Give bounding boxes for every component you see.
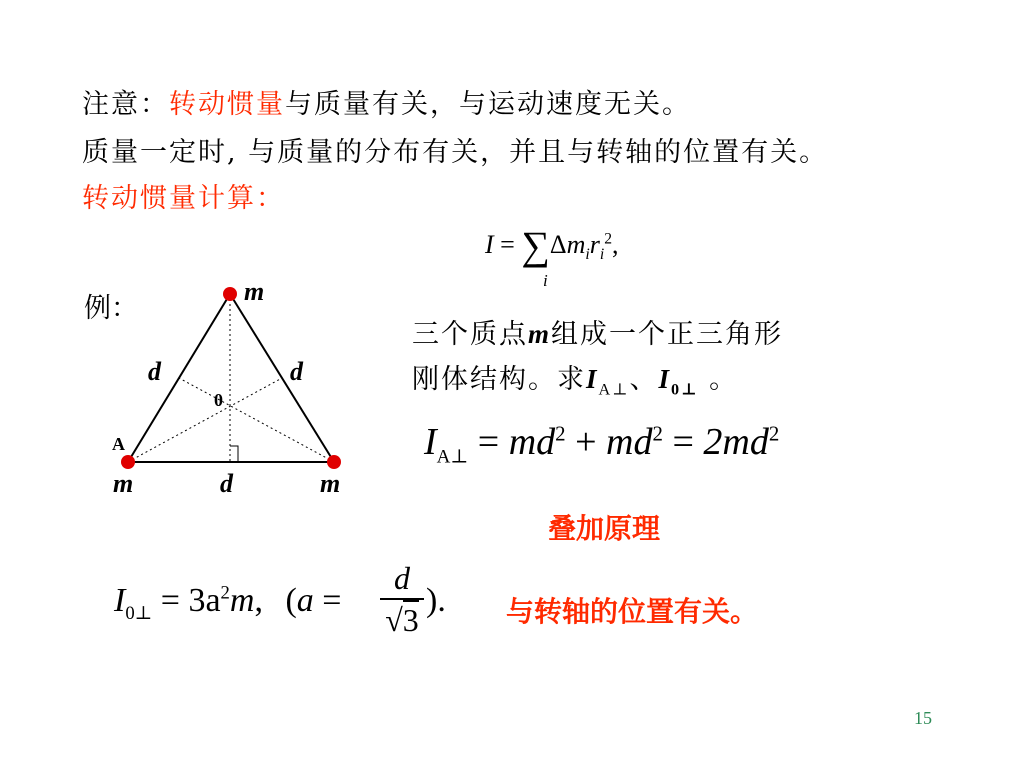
desc-inertia-symbol-0: I bbox=[658, 364, 671, 394]
label-mass-right: m bbox=[320, 469, 341, 498]
example-desc-line-2 bbox=[412, 357, 738, 399]
formula-sum-m: m bbox=[566, 230, 586, 259]
note-line-3-heading: 转动惯量计算： bbox=[82, 183, 285, 214]
formula-a-term1: md bbox=[508, 421, 556, 463]
right-angle-mark bbox=[230, 446, 238, 462]
formula-a-I: I bbox=[424, 421, 437, 463]
formula-0-comma: , bbox=[254, 582, 263, 619]
label-side-right: d bbox=[290, 357, 303, 386]
desc-separator: 、 bbox=[629, 364, 659, 395]
mass-top-dot bbox=[223, 287, 237, 301]
superposition-principle: 叠加原理 bbox=[548, 512, 661, 545]
desc-mass-symbol: m bbox=[528, 319, 552, 349]
label-center: 0 bbox=[214, 390, 223, 410]
formula-sum-lhs: I bbox=[485, 230, 494, 259]
formula-sum-sub-i1: i bbox=[585, 246, 590, 264]
note-line-1 bbox=[82, 82, 691, 121]
desc-text-b: 组成一个正三角形 bbox=[551, 319, 784, 350]
formula-0-eq: = bbox=[160, 582, 180, 619]
example-desc-line-1 bbox=[412, 312, 783, 351]
median-left bbox=[128, 378, 282, 462]
formula-sum bbox=[485, 222, 618, 269]
note-prefix: 注意： bbox=[82, 89, 169, 120]
label-mass-top: m bbox=[244, 277, 265, 306]
mass-left-dot bbox=[121, 455, 135, 469]
label-side-left: d bbox=[148, 357, 161, 386]
desc-text-c: 刚体结构。求 bbox=[412, 364, 586, 395]
desc-inertia-symbol-a: I bbox=[586, 364, 599, 394]
summation-index: i bbox=[543, 271, 548, 290]
formula-a-term2-sup: 2 bbox=[652, 421, 663, 446]
label-side-bottom: d bbox=[220, 469, 233, 498]
formula-0-paren-close: ). bbox=[426, 582, 446, 619]
formula-a-eq1: = bbox=[477, 421, 500, 463]
formula-0-a: a bbox=[296, 582, 314, 619]
formula-a-term3-sup: 2 bbox=[768, 421, 780, 446]
triangle-diagram bbox=[100, 270, 370, 500]
label-vertex-a: A bbox=[112, 434, 125, 454]
note-suffix: 与质量有关，与运动速度无关。 bbox=[285, 89, 691, 120]
note-highlight-moment-of-inertia: 转动惯量 bbox=[169, 89, 285, 120]
sqrt-symbol: √ bbox=[385, 602, 403, 638]
formula-0-I: I bbox=[114, 582, 126, 619]
formula-0-eq2: = bbox=[322, 582, 342, 619]
desc-text-a: 三个质点 bbox=[412, 319, 528, 350]
formula-sum-r: r bbox=[589, 230, 600, 259]
formula-a-sub: A⊥ bbox=[436, 446, 469, 468]
formula-sum-sub-i2: i bbox=[599, 246, 605, 264]
formula-sum-tail: , bbox=[611, 230, 619, 259]
desc-end: 。 bbox=[698, 364, 739, 395]
formula-a-term1-sup: 2 bbox=[555, 421, 566, 446]
formula-inertia-0 bbox=[114, 582, 341, 625]
summation-sign: ∑ bbox=[521, 223, 550, 268]
formula-sum-delta: Δ bbox=[549, 230, 567, 259]
formula-0-paren-open: ( bbox=[285, 582, 297, 619]
mass-right-dot bbox=[327, 455, 341, 469]
desc-sub-a: A⊥ bbox=[598, 380, 630, 399]
formula-a-term2: md bbox=[606, 421, 653, 463]
desc-sub-0: 0⊥ bbox=[670, 380, 699, 399]
formula-0-rhs-a: 3a bbox=[188, 582, 221, 619]
formula-0-sup: 2 bbox=[220, 582, 230, 604]
axis-position-note: 与转轴的位置有关。 bbox=[506, 595, 759, 628]
sqrt-radicand: 3 bbox=[402, 602, 419, 638]
formula-a-term3: 2md bbox=[703, 421, 769, 463]
formula-sum-sup: 2 bbox=[604, 230, 612, 248]
median-right bbox=[179, 378, 334, 462]
page-number: 15 bbox=[914, 708, 932, 728]
example-label: 例： bbox=[84, 293, 138, 324]
formula-0-sub: 0⊥ bbox=[125, 602, 153, 624]
formula-a-plus: + bbox=[575, 421, 597, 463]
fraction-numerator: d bbox=[394, 560, 410, 596]
formula-a-eq2: = bbox=[672, 421, 694, 463]
note-line-2: 质量一定时, 与质量的分布有关，并且与转轴的位置有关。 bbox=[82, 137, 829, 168]
fraction-denominator bbox=[380, 602, 424, 638]
label-mass-left: m bbox=[113, 469, 134, 498]
formula-0-fraction bbox=[380, 560, 424, 638]
formula-sum-eq: = bbox=[500, 230, 515, 259]
formula-inertia-a bbox=[424, 420, 779, 469]
formula-0-rhs-m: m bbox=[229, 582, 255, 619]
